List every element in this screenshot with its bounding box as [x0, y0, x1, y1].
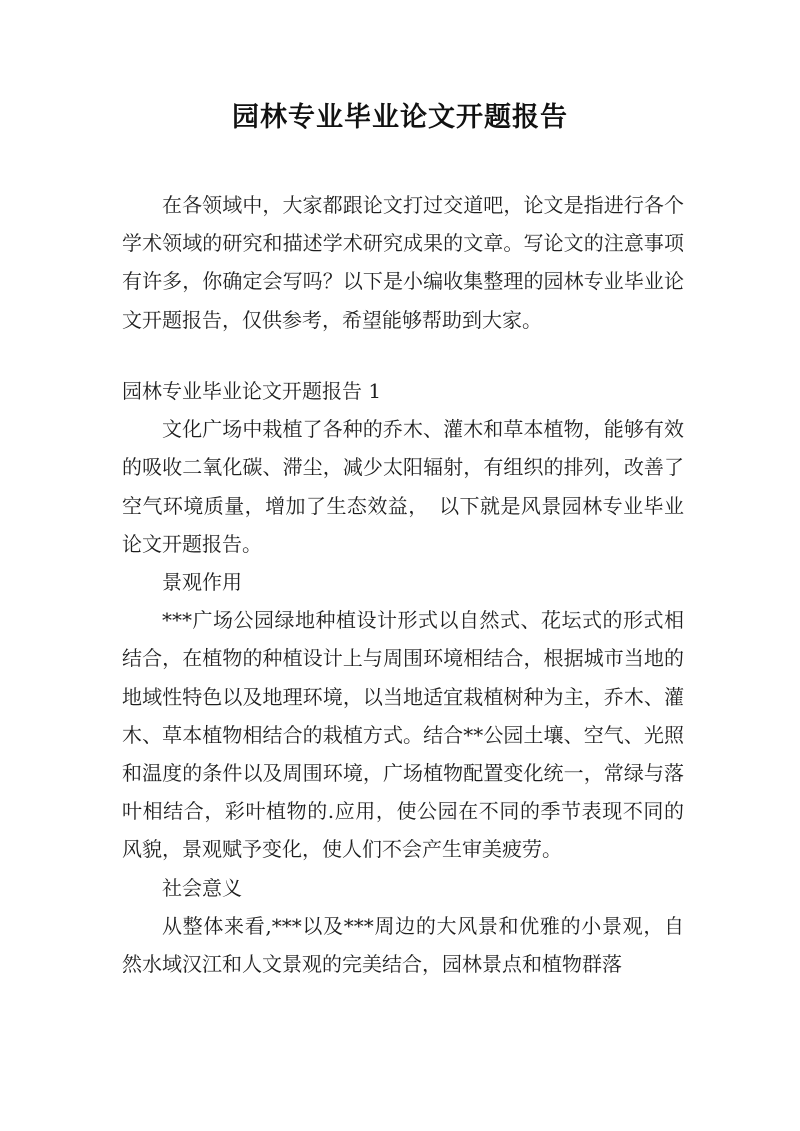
subheading-landscape-role: 景观作用: [162, 570, 242, 595]
section-paragraph-1: 文化广场中栽植了各种的乔木、灌木和草本植物，能够有效的吸收二氧化碳、滞尘，减少太阳辐射，有组织的排列，改善了空气环境质量，增加了生态效益， 以下就是风景园林专业毕业论文开题报告。: [122, 417, 684, 556]
intro-paragraph: 在各领域中，大家都跟论文打过交道吧，论文是指进行各个学术领域的研究和描述学术研究成果的文章。写论文的注意事项有许多，你确定会写吗？以下是小编收集整理的园林专业毕业论文开题报告，仅供参考，希望能够帮助到大家。: [122, 193, 684, 332]
section-heading: 园林专业毕业论文开题报告 1: [122, 379, 382, 403]
page-title: 园林专业毕业论文开题报告: [232, 102, 568, 133]
subheading-social-significance: 社会意义: [162, 875, 242, 900]
section-paragraph-3: 从整体来看,***以及***周边的大风景和优雅的小景观，自然水域汉江和人文景观的完美结合，园林景点和植物群落: [122, 913, 684, 977]
section-1: [122, 372, 684, 983]
section-paragraph-2: ***广场公园绿地种植设计形式以自然式、花坛式的形式相结合，在植物的种植设计上与周围环境相结合，根据城市当地的地域性特色以及地理环境，以当地适宜栽植树种为主，乔木、灌木、草本植物相结合的栽植方式。结合**公园土壤、空气、光照和温度的条件以及周围环境，广场植物配置变化统一，常绿与落叶相结合，彩叶植物的.应用，使公园在不同的季节表现不同的风貌，景观赋予变化，使人们不会产生审美疲劳。: [122, 608, 684, 862]
intro-block: [122, 186, 684, 339]
